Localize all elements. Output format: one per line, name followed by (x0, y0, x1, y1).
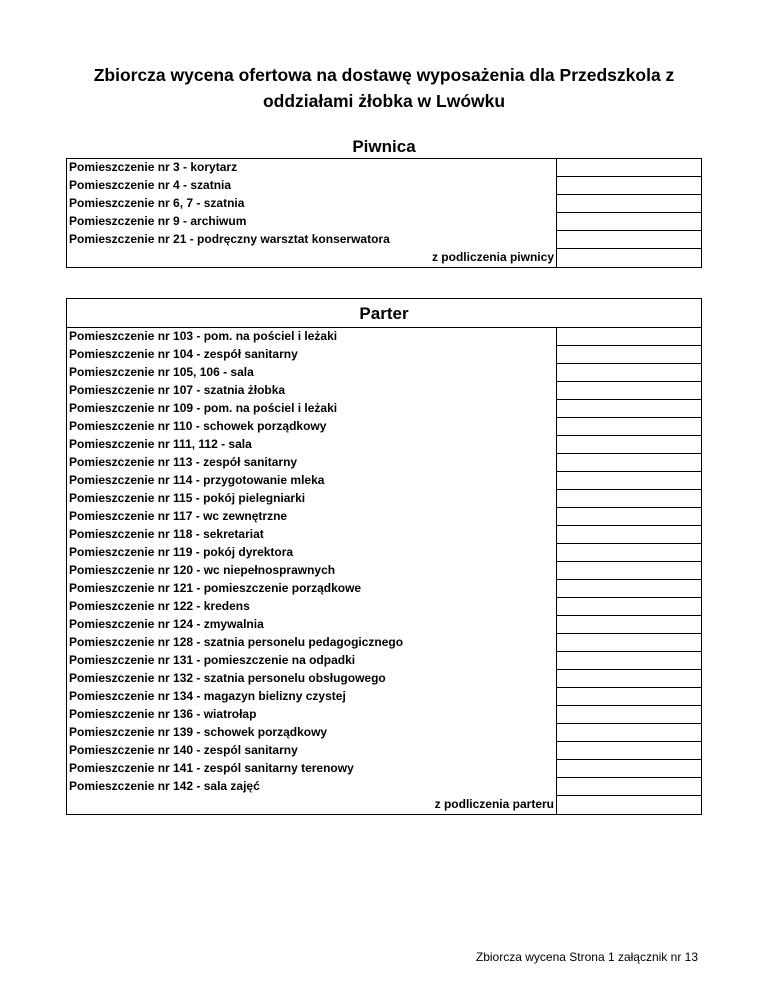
table-row (67, 490, 702, 508)
room-label: Pomieszczenie nr 6, 7 - szatnia (67, 195, 557, 213)
table-row (67, 231, 702, 249)
table-row (67, 436, 702, 454)
price-cell[interactable] (557, 706, 702, 724)
room-label: Pomieszczenie nr 105, 106 - sala (67, 364, 557, 382)
room-label: Pomieszczenie nr 120 - wc niepełnosprawnych (67, 562, 557, 580)
price-cell[interactable] (557, 580, 702, 598)
summary-row (67, 249, 702, 268)
summary-total-cell[interactable] (557, 249, 702, 268)
price-cell[interactable] (557, 652, 702, 670)
table-row (67, 328, 702, 346)
price-cell[interactable] (557, 760, 702, 778)
room-label: Pomieszczenie nr 110 - schowek porządkowy (67, 418, 557, 436)
price-cell[interactable] (557, 400, 702, 418)
table-row (67, 454, 702, 472)
table-row (67, 634, 702, 652)
price-cell[interactable] (557, 382, 702, 400)
room-label: Pomieszczenie nr 122 - kredens (67, 598, 557, 616)
parter-heading: Parter (359, 304, 409, 323)
piwnica-heading: Piwnica (352, 137, 416, 156)
price-cell[interactable] (557, 364, 702, 382)
table-row (67, 526, 702, 544)
table-row (67, 706, 702, 724)
table-row (67, 472, 702, 490)
price-cell[interactable] (557, 328, 702, 346)
table-row (67, 418, 702, 436)
table-row (67, 364, 702, 382)
room-label: Pomieszczenie nr 136 - wiatrołap (67, 706, 557, 724)
room-label: Pomieszczenie nr 9 - archiwum (67, 213, 557, 231)
table-row (67, 346, 702, 364)
price-cell[interactable] (557, 598, 702, 616)
price-cell[interactable] (557, 742, 702, 760)
price-cell[interactable] (557, 562, 702, 580)
table-row (67, 159, 702, 177)
table-row (67, 562, 702, 580)
summary-row (67, 796, 702, 815)
room-label: Pomieszczenie nr 107 - szatnia żłobka (67, 382, 557, 400)
table-row (67, 544, 702, 562)
room-label: Pomieszczenie nr 109 - pom. na pościel i leżaki (67, 400, 557, 418)
summary-total-cell[interactable] (557, 796, 702, 815)
price-cell[interactable] (557, 490, 702, 508)
table-row (67, 670, 702, 688)
table-row (67, 195, 702, 213)
price-cell[interactable] (557, 634, 702, 652)
room-label: Pomieszczenie nr 131 - pomieszczenie na odpadki (67, 652, 557, 670)
price-cell[interactable] (557, 159, 702, 177)
table-row (67, 616, 702, 634)
parter-table (66, 327, 702, 815)
price-cell[interactable] (557, 213, 702, 231)
price-cell[interactable] (557, 472, 702, 490)
room-label: Pomieszczenie nr 103 - pom. na pościel i leżaki (67, 328, 557, 346)
price-cell[interactable] (557, 670, 702, 688)
price-cell[interactable] (557, 418, 702, 436)
room-label: Pomieszczenie nr 121 - pomieszczenie porządkowe (67, 580, 557, 598)
room-label: Pomieszczenie nr 117 - wc zewnętrzne (67, 508, 557, 526)
price-cell[interactable] (557, 346, 702, 364)
table-row (67, 580, 702, 598)
price-cell[interactable] (557, 177, 702, 195)
title-line-1: Zbiorcza wycena ofertowa na dostawę wyposażenia dla Przedszkola z (93, 65, 675, 85)
table-row (67, 598, 702, 616)
table-row (67, 760, 702, 778)
room-label: Pomieszczenie nr 3 - korytarz (67, 159, 557, 177)
room-label: Pomieszczenie nr 111, 112 - sala (67, 436, 557, 454)
room-label: Pomieszczenie nr 4 - szatnia (67, 177, 557, 195)
price-cell[interactable] (557, 526, 702, 544)
room-label: Pomieszczenie nr 141 - zespól sanitarny terenowy (67, 760, 557, 778)
piwnica-table (66, 158, 702, 268)
price-cell[interactable] (557, 688, 702, 706)
title-line-2: oddziałami żłobka w Lwówku (262, 91, 506, 111)
table-row (67, 400, 702, 418)
room-label: Pomieszczenie nr 113 - zespół sanitarny (67, 454, 557, 472)
room-label: Pomieszczenie nr 114 - przygotowanie mleka (67, 472, 557, 490)
summary-label: z podliczenia parteru (67, 796, 557, 815)
table-row (67, 652, 702, 670)
price-cell[interactable] (557, 544, 702, 562)
price-cell[interactable] (557, 724, 702, 742)
table-row (67, 382, 702, 400)
document-title (40, 62, 728, 114)
room-label: Pomieszczenie nr 134 - magazyn bielizny czystej (67, 688, 557, 706)
room-label: Pomieszczenie nr 115 - pokój pielegniarki (67, 490, 557, 508)
room-label: Pomieszczenie nr 118 - sekretariat (67, 526, 557, 544)
parter-heading-box (66, 298, 702, 328)
page-footer: Zbiorcza wycena Strona 1 załącznik nr 13 (475, 950, 698, 964)
price-cell[interactable] (557, 508, 702, 526)
room-label: Pomieszczenie nr 140 - zespól sanitarny (67, 742, 557, 760)
room-label: Pomieszczenie nr 128 - szatnia personelu pedagogicznego (67, 634, 557, 652)
table-row (67, 177, 702, 195)
price-cell[interactable] (557, 436, 702, 454)
price-cell[interactable] (557, 778, 702, 796)
room-label: Pomieszczenie nr 104 - zespół sanitarny (67, 346, 557, 364)
table-row (67, 778, 702, 796)
table-row (67, 742, 702, 760)
table-row (67, 724, 702, 742)
price-cell[interactable] (557, 231, 702, 249)
summary-label: z podliczenia piwnicy (67, 249, 557, 268)
room-label: Pomieszczenie nr 21 - podręczny warsztat konserwatora (67, 231, 557, 249)
table-row (67, 508, 702, 526)
table-row (67, 213, 702, 231)
price-cell[interactable] (557, 454, 702, 472)
room-label: Pomieszczenie nr 132 - szatnia personelu obsługowego (67, 670, 557, 688)
table-row (67, 688, 702, 706)
room-label: Pomieszczenie nr 119 - pokój dyrektora (67, 544, 557, 562)
price-cell[interactable] (557, 195, 702, 213)
room-label: Pomieszczenie nr 124 - zmywalnia (67, 616, 557, 634)
room-label: Pomieszczenie nr 142 - sala zajęć (67, 778, 557, 796)
price-cell[interactable] (557, 616, 702, 634)
room-label: Pomieszczenie nr 139 - schowek porządkowy (67, 724, 557, 742)
